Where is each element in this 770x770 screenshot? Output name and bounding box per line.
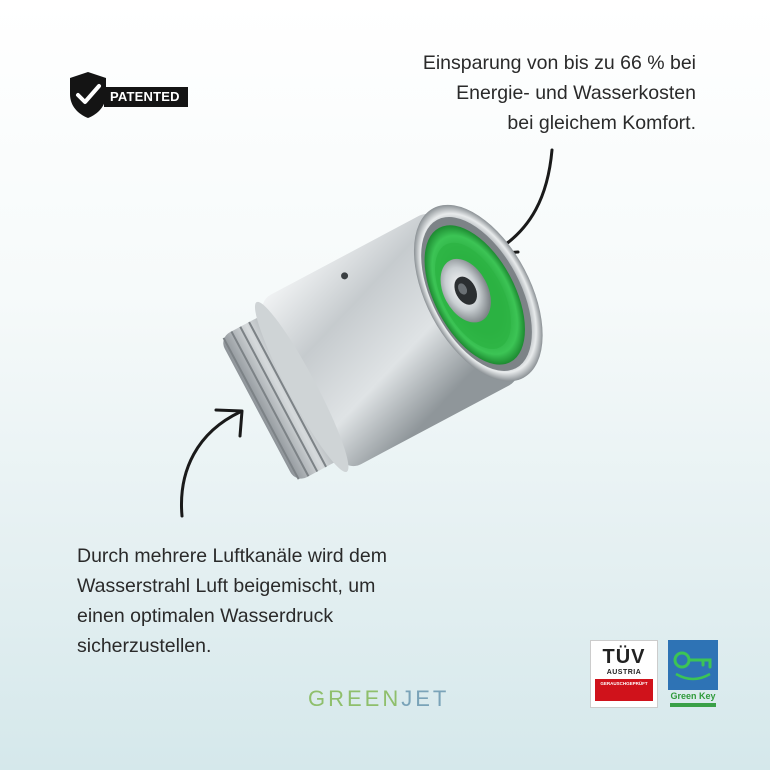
tuv-subtitle: AUSTRIA (606, 669, 642, 676)
tuv-red-band (595, 679, 653, 701)
airflow-line-4: sicherzustellen. (77, 635, 212, 657)
green-key-icon (668, 640, 718, 690)
tuv-title: TÜV (602, 646, 646, 668)
green-key-label: Green Key (670, 691, 716, 701)
green-key-bar (670, 703, 716, 707)
airflow-line-2: Wasserstrahl Luft beigemischt, um (77, 575, 376, 597)
savings-line-2: Energie- und Wasserkosten (456, 82, 696, 104)
green-key-seal (668, 640, 718, 708)
patented-label: PATENTED (104, 87, 188, 107)
airflow-line-1: Durch mehrere Luftkanäle wird dem (77, 545, 387, 567)
savings-line-3: bei gleichem Komfort. (507, 112, 696, 134)
brand-part-jet: JET (401, 686, 450, 711)
airflow-callout (77, 541, 497, 661)
greenjet-logo (308, 686, 449, 712)
airflow-line-3: einen optimalen Wasserdruck (77, 605, 334, 627)
tuv-austria-seal (590, 640, 658, 708)
savings-line-1: Einsparung von bis zu 66 % bei (422, 52, 696, 74)
brand-part-green: GREEN (308, 686, 402, 711)
tuv-seal-text: GERAUSCHGEPRÜFT (600, 681, 648, 686)
